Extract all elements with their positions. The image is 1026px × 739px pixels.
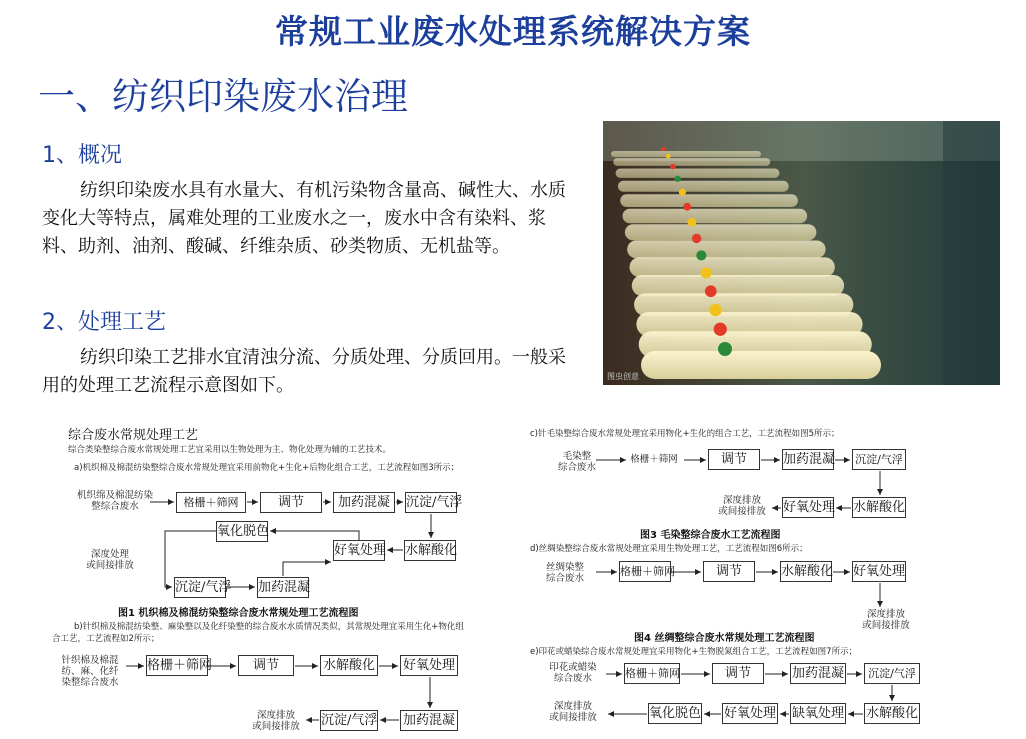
process-paragraph: 纺织印染工艺排水宜清浊分流、分质处理、分质回用。一般采用的处理工艺流程示意图如下。 [42, 347, 566, 396]
f1-dosing-box: 加药混凝 [333, 492, 395, 513]
f5-output-label: 深度排放 或间接排放 [549, 701, 597, 723]
f2-screen-box: 格栅＋筛网 [146, 655, 208, 676]
f2-input-label: 针织棉及棉混 纺、麻、化纤 染整综合废水 [61, 655, 119, 688]
subsection-heading-process: 2、处理工艺 [42, 310, 166, 335]
f1-hydrolysis-box: 水解酸化 [404, 540, 456, 561]
right-doc-d-text: d)丝绸染整综合废水常规处理宜采用生物处理工艺，工艺流程如图6所示； [530, 544, 808, 554]
f5-hydrolysis-box: 水解酸化 [864, 703, 920, 724]
right-doc-e-text: e)印花或蜡染综合废水常规处理宜采用物化+生物脱氮组合工艺，工艺流程如图7所示； [530, 647, 858, 657]
f5-dosing-box: 加药混凝 [790, 663, 846, 684]
photo-watermark: 图虫创意 [607, 372, 639, 381]
f2-hydrolysis-box: 水解酸化 [320, 655, 378, 676]
subsection-heading-overview: 1、概况 [42, 143, 122, 168]
f3-aerobic-box: 好氧处理 [782, 497, 834, 518]
f1-oxidation-box: 氧化脱色 [216, 521, 268, 542]
f2-output-label: 深度排放 或间接排放 [252, 710, 300, 732]
overview-paragraph: 纺织印染废水具有水量大、有机污染物含量高、碱性大、水质变化大等特点，属难处理的工业废水之一，废水中含有染料、浆料、助剂、油剂、酸碱、纤维杂质、砂类物质、无机盐等。 [42, 180, 566, 257]
fig4-caption: 图4 丝绸整综合废水常规处理工艺流程图 [634, 633, 815, 644]
f4-hydrolysis-box: 水解酸化 [780, 561, 832, 582]
f1-aerobic-box: 好氧处理 [333, 540, 385, 561]
left-doc-a-text: a)机织棉及棉混纺染整综合废水常规处理宜采用前物化+生化+后物化组合工艺，工艺流程如图3所示； [74, 463, 460, 473]
section-heading: 一、纺织印染废水治理 [38, 75, 408, 118]
f5-input-label: 印花或蜡染 综合废水 [549, 662, 597, 684]
f3-output-label: 深度排放 或间接排放 [718, 495, 766, 517]
left-doc-heading: 综合废水常规处理工艺 [68, 428, 199, 443]
page-title: 常规工业废水处理系统解决方案 [275, 12, 751, 51]
f1-input-label: 机织绵及棉混纺染 整综合废水 [76, 490, 153, 512]
f1-output-label: 深度处理 或间接排放 [86, 549, 134, 571]
left-doc-b-text: b)针织棉及棉混纺染整、麻染整以及化纤染整的综合废水水质情况类似，其常规处理宜采用生化+物化组合工艺，工艺流程如2所示； [52, 622, 464, 644]
fig1-caption: 图1 机织棉及棉混纺染整综合废水常规处理工艺流程图 [118, 608, 359, 619]
f5-screen-box: 格栅＋筛网 [624, 663, 680, 684]
fig3-caption: 图3 毛染整综合废水工艺流程图 [640, 530, 781, 541]
f2-sediment-box: 沉淀/气浮 [320, 710, 378, 731]
f5-aerobic-box: 好氧处理 [722, 703, 778, 724]
f1-adjust-box: 调节 [260, 492, 322, 513]
f2-dosing-box: 加药混凝 [400, 710, 458, 731]
f3-dosing-box: 加药混凝 [782, 449, 834, 470]
f1-sediment-box: 沉淀/气浮 [405, 492, 457, 513]
f3-input-label: 毛染整 综合废水 [557, 451, 596, 473]
f4-adjust-box: 调节 [703, 561, 755, 582]
f5-adjust-box: 调节 [712, 663, 764, 684]
right-doc-c-text: c)针毛染整综合废水常规处理宜采用物化+生化的组合工艺，工艺流程如图5所示； [530, 429, 840, 439]
f3-screen-label: 格栅＋筛网 [630, 454, 678, 465]
f4-aerobic-box: 好氧处理 [852, 561, 906, 582]
f4-input-label: 丝绸染整 综合废水 [545, 562, 584, 584]
f3-sediment-box: 沉淀/气浮 [852, 449, 906, 470]
f2-aerobic-box: 好氧处理 [400, 655, 458, 676]
f4-output-label: 深度排放 或间接排放 [862, 609, 910, 631]
f5-sediment-box: 沉淀/气浮 [864, 663, 920, 684]
f1-sediment2-box: 沉淀/气浮 [174, 577, 226, 598]
f3-hydrolysis-box: 水解酸化 [852, 497, 906, 518]
f1-dosing2-box: 加药混凝 [257, 577, 309, 598]
f5-oxidation-box: 氧化脱色 [648, 703, 702, 724]
f5-anoxic-box: 缺氧处理 [790, 703, 846, 724]
f3-adjust-box: 调节 [708, 449, 760, 470]
f1-screen-box: 格栅＋筛网 [176, 492, 246, 513]
f2-adjust-box: 调节 [238, 655, 294, 676]
left-doc-intro: 综合类染整综合废水常规处理工艺宜采用以生物处理为主、物化处理为辅的工艺技术。 [68, 445, 392, 455]
f4-screen-box: 格栅＋筛网 [619, 561, 671, 582]
